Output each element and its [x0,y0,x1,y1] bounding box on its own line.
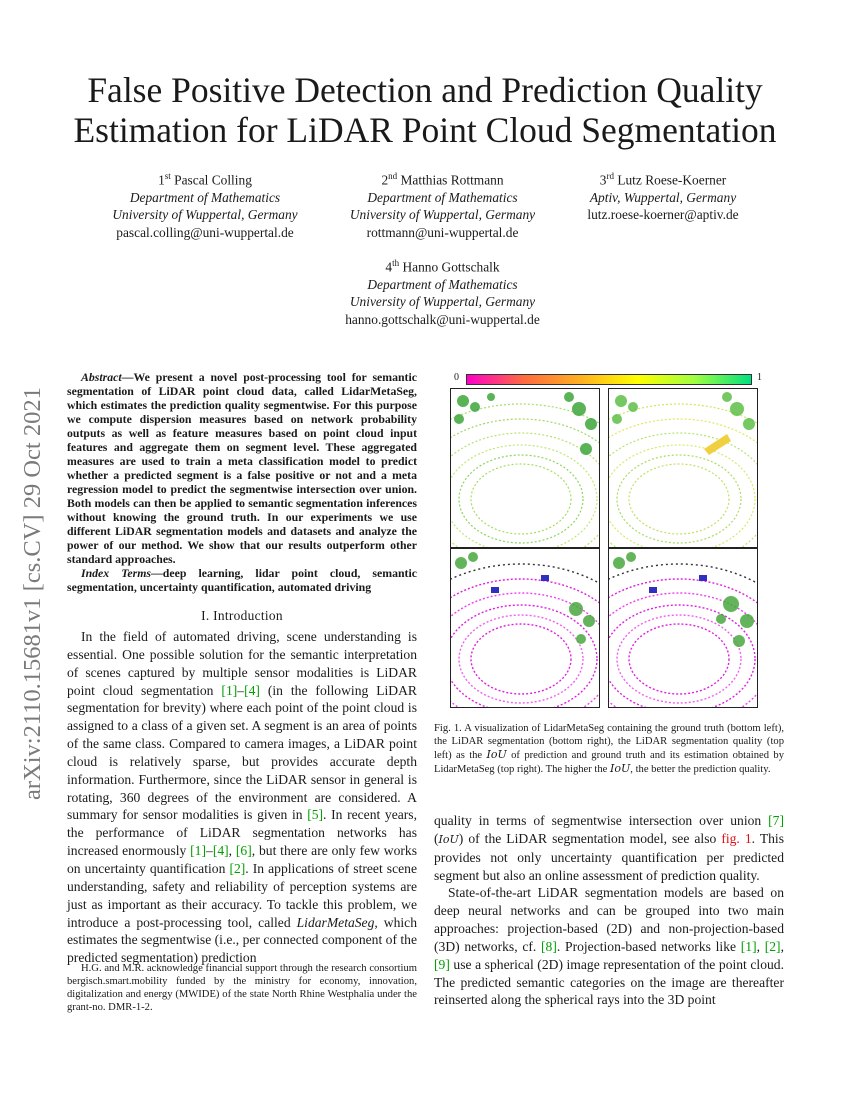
citation-link[interactable]: [2] [764,938,781,954]
citation-link[interactable]: [2] [229,860,246,876]
citation-link[interactable]: [8] [541,938,557,954]
colorbar [466,374,752,385]
panel-lidar-segmentation [608,548,758,708]
author-block-3 [568,168,758,224]
colorbar-min-label: 0 [454,372,459,383]
figure-1 [448,372,768,722]
figure-reference-link[interactable]: fig. 1 [721,830,752,846]
author-email: hanno.gottschalk@uni-wuppertal.de [345,311,540,327]
citation-link[interactable]: [4] [212,843,229,859]
footnote: H.G. and M.R. acknowledge financial support through the research consortium bergisch.smart.mobility funded by the ministry for economy, innovation, digitalization and energy (MWIDE) of the state North Rhine Westphalia under the grant-no. DMR-1-2. [67,963,417,1013]
index-terms-text: —deep learning, lidar point cloud, semantic segmentation, uncertainty quantification, automated driving [67,566,417,594]
citation-link[interactable]: [9] [434,956,450,972]
panel-iou-ground-truth [450,388,600,548]
citation-link[interactable]: [7] [768,813,784,828]
colorbar-max-label: 1 [757,372,762,383]
left-column [67,370,417,967]
index-terms [67,566,417,594]
index-terms-label: Index Terms [81,566,151,580]
author-email: rottmann@uni-wuppertal.de [366,224,519,240]
author-name: 1st Pascal Colling [158,171,252,188]
figure-1-caption: Fig. 1. A visualization of LidarMetaSeg containing the ground truth (bottom left), the LiDAR segmentation (bottom right), the LiDAR segmentation quality (top left) as the IoU of prediction and ground truth and its estimation obtained by LidarMetaSeg (top right). The higher the IoU, the better the prediction quality. [434,723,785,775]
panel-iou-estimation [608,388,758,548]
author-affiliation: Aptiv, Wuppertal, Germany [589,189,737,205]
author-department: Department of Mathematics [367,189,518,205]
panel-ground-truth [450,548,600,708]
abstract-label: Abstract [81,370,122,384]
citation-link[interactable]: [1] [221,682,238,698]
arxiv-identifier [10,295,50,800]
right-paragraph-2: State-of-the-art LiDAR segmentation models are based on deep neural networks and can be grouped into two main approaches: projection-based (2D) and non-projection-based (3D) networks, cf. [8]. Projection-based networks like [1], [2], [9] use a spherical (2D) image representation of the point cloud. The predicted semantic categories on the image are thereafter reinserted along the spherical rays into the 3D point [434,885,784,1008]
intro-paragraph: In the field of automated driving, scene understanding is essential. One possible solution for the semantic interpretation of scenes captured by multiple sensor modalities is LiDAR point cloud segmentation [1]–[4] (in the following LiDAR segmentation for brevity) where each point of the point cloud is assigned to a class of a given set. A segment is an area of points of the same class. Compared to camera images, a LiDAR point cloud is relatively sparse, but provides accurate depth information. Furthermore, since the LiDAR sensor in general is rotating, 360 degrees of the environment are considered. A summary for sensor modalities is given in [5]. In recent years, the performance of LiDAR segmentation networks has increased enormously [1]–[4], [6], but there are only few works on uncertainty quantification [2]. In applications of street scene understanding, safety and reliability of perception systems are just as important as their accuracy. To tackle this problem, we introduce a post-processing tool, called LidarMetaSeg, which estimates the segmentwise (i.e., per connected component of the predicted segmentation) prediction [67,629,418,966]
abstract [67,370,417,566]
author-block-4 [330,255,555,328]
tool-name: LidarMetaSeg [296,914,375,930]
author-name: 2nd Matthias Rottmann [381,171,504,188]
paper-title [40,70,810,150]
citation-link[interactable]: [6] [235,843,252,859]
author-institution: University of Wuppertal, Germany [349,207,536,223]
title-line-2: Estimation for LiDAR Point Cloud Segmentation [73,110,777,150]
right-paragraph-1: quality in terms of segmentwise intersection over union [7] (IoU) of the LiDAR segmentation model, see also fig. 1. This provides not only uncertainty quantification per predicted segment but also an online assessment of prediction quality. [434,813,784,883]
author-department: Department of Mathematics [129,189,281,205]
author-name: 3rd Lutz Roese-Koerner [599,171,727,188]
abstract-text: —We present a novel post-processing tool for semantic segmentation of LiDAR point cloud data, called LidarMetaSeg, which estimates the prediction quality segmentwise. For this purpose we compute dispersion measures based on network probability outputs as well as feature measures based on point cloud input features and aggregate them on segment level. These aggregated measures are used to train a meta classification model to predict whether a predicted segment is a false positive or not and a meta regression model to predict the segmentwise intersection over union. Both models can then be applied to semantic segmentation inferences without knowing the ground truth. In our experiments we use different LiDAR segmentation models and datasets and analyze the power of our method. We show that our results outperform other standard approaches. [67,370,417,566]
author-email: pascal.colling@uni-wuppertal.de [116,224,294,240]
author-institution: University of Wuppertal, Germany [112,207,298,223]
citation-link[interactable]: [4] [244,682,260,698]
right-column [434,812,784,1009]
author-block-1 [95,168,315,241]
section-heading-introduction: I. Introduction [201,608,283,623]
citation-link[interactable]: [5] [307,807,324,823]
author-institution: University of Wuppertal, Germany [349,294,536,310]
author-email: lutz.roese-koerner@aptiv.de [587,207,739,223]
author-department: Department of Mathematics [367,276,518,292]
title-line-1: False Positive Detection and Prediction Quality [87,70,763,110]
citation-link[interactable]: [1] [740,938,757,954]
author-block-2 [330,168,555,241]
citation-link[interactable]: [1] [190,843,207,859]
author-name: 4th Hanno Gottschalk [385,258,500,275]
arxiv-identifier-text: arXiv:2110.15681v1 [cs.CV] 29 Oct 2021 [19,387,46,800]
